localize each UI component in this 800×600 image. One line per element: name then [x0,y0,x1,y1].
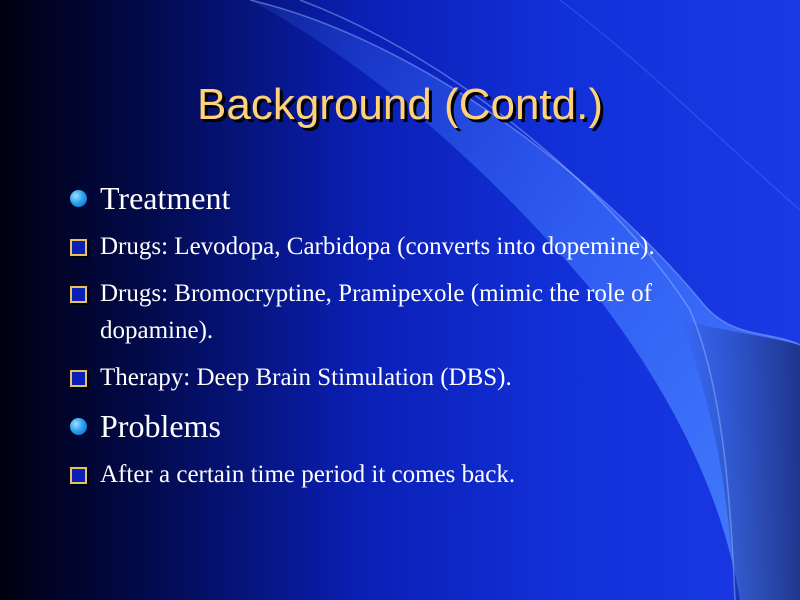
bullet-item [70,275,710,349]
round-bullet-icon [70,190,87,207]
square-bullet-icon [70,239,87,256]
bullet-text: Drugs: Levodopa, Carbidopa (converts into dopemine). [100,233,655,260]
bullet-item [70,178,710,218]
bullet-item [70,456,710,493]
bullet-item [70,406,710,446]
bullet-text: Therapy: Deep Brain Stimulation (DBS). [100,364,512,391]
square-bullet-icon [70,467,87,484]
square-bullet-icon [70,286,87,303]
bullet-text: Treatment [100,180,231,216]
bullet-text: Drugs: Bromocryptine, Pramipexole (mimic the role of dopamine). [100,280,652,344]
bullet-text: Problems [100,408,221,444]
bullet-item [70,359,710,396]
slide-title: Background (Contd.) [197,80,603,129]
bullet-item [70,228,710,265]
bullet-text: After a certain time period it comes back. [100,461,516,488]
square-bullet-icon [70,370,87,387]
round-bullet-icon [70,418,87,435]
bullet-list [70,178,710,503]
